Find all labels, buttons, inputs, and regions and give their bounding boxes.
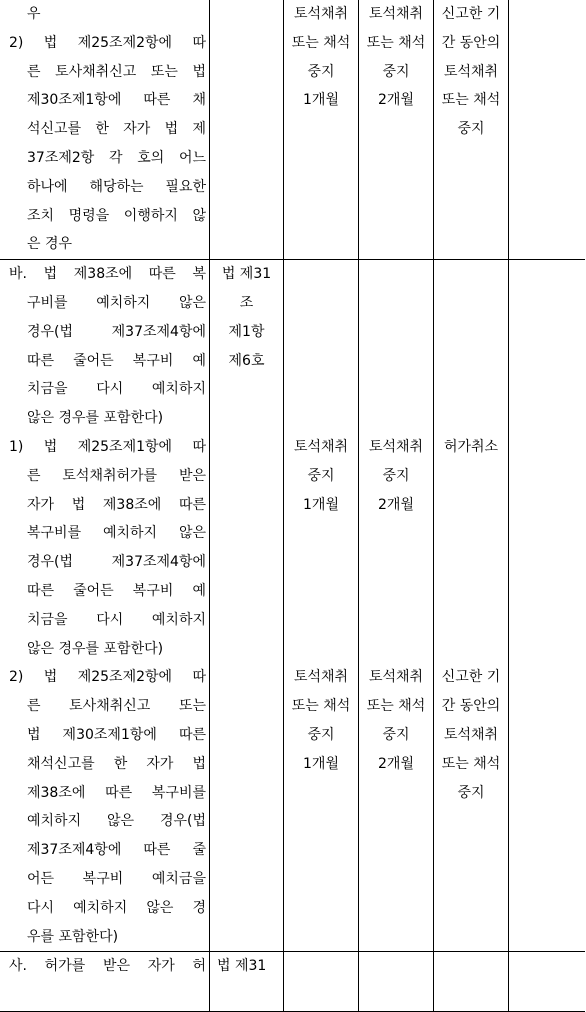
description-line: 치금을 다시 예치하지 — [27, 381, 206, 398]
third-violation-cell — [434, 0, 509, 260]
penalty-line: 토석채취 — [443, 63, 499, 80]
description-line: 어든 복구비 예치금을 — [27, 870, 206, 887]
legal-basis-line: 법 제31 — [221, 266, 272, 283]
spacer — [434, 260, 508, 433]
penalty-line: 토석채취 — [368, 438, 424, 455]
penalty-line: 중지 — [457, 121, 485, 138]
table-row — [0, 952, 585, 1012]
third-violation-cell — [434, 952, 509, 1012]
description-line: 다시 예치하지 않은 경 — [27, 899, 206, 916]
description-line: 1) 법 제25조제1항에 따 — [9, 438, 206, 455]
description-line: 경우(법 제37조제4항에 — [27, 554, 206, 571]
penalty-line: 1개월 — [303, 496, 339, 513]
legal-basis-cell — [210, 952, 284, 1012]
penalty-line: 1개월 — [303, 92, 339, 109]
description-line: 은 경우 — [27, 236, 73, 253]
description-line: 제37조제4항에 따른 줄 — [27, 842, 206, 859]
spacer — [434, 462, 508, 664]
second-violation-cell — [359, 952, 434, 1012]
penalty-line: 중지 — [457, 784, 485, 801]
description-line: 른 토사채취신고 또는 — [27, 698, 206, 715]
violation-description-cell — [0, 260, 210, 952]
legal-basis-line: 제6호 — [228, 352, 265, 369]
table-row — [0, 0, 585, 260]
description-line: 사. 허가를 받은 자가 허 — [9, 958, 206, 975]
description-line: 바. 법 제38조에 따른 복 — [9, 266, 206, 283]
penalty-line: 또는 채석 — [366, 698, 426, 715]
fourth-violation-cell — [509, 0, 586, 260]
penalty-line: 중지 — [307, 467, 335, 484]
spacer — [284, 519, 358, 663]
penalty-line: 1개월 — [303, 755, 339, 772]
description-line: 치금을 다시 예치하지 — [27, 611, 206, 628]
penalty-line: 중지 — [307, 63, 335, 80]
description-line: 석신고를 한 자가 법 제 — [27, 121, 206, 138]
description-line: 제38조에 따른 복구비를 — [27, 784, 206, 801]
description-line: 경우(법 제37조제4항에 — [27, 323, 206, 340]
second-violation-cell — [359, 0, 434, 260]
penalty-line: 중지 — [382, 726, 410, 743]
description-line: 2) 법 제25조제2항에 따 — [9, 669, 206, 686]
description-line: 2) 법 제25조제2항에 따 — [9, 34, 206, 51]
third-violation-cell — [434, 260, 509, 952]
penalty-line: 간 동안의 — [441, 34, 501, 51]
table-row — [0, 260, 585, 952]
penalty-line: 중지 — [382, 63, 410, 80]
penalty-line: 신고한 기 — [441, 669, 501, 686]
description-line: 않은 경우를 포함한다) — [27, 640, 164, 657]
description-line: 우 — [27, 6, 41, 22]
first-violation-cell — [284, 260, 359, 952]
description-line: 복구비를 예치하지 않은 — [27, 525, 206, 542]
description-line: 법 제30조제1항에 따른 — [27, 726, 206, 743]
penalty-line: 토석채취 — [293, 438, 349, 455]
description-line: 채석신고를 한 자가 법 — [27, 755, 206, 772]
legal-basis-cell — [210, 0, 284, 260]
penalty-line: 2개월 — [378, 92, 414, 109]
penalty-line: 또는 채석 — [291, 698, 351, 715]
description-line: 른 토석채취허가를 받은 — [27, 467, 206, 484]
description-line: 37조제2항 각 호의 어느 — [27, 149, 206, 166]
description-line: 하나에 해당하는 필요한 — [27, 178, 206, 195]
legal-basis-line: 조 — [239, 294, 254, 311]
penalty-line: 허가취소 — [443, 438, 499, 455]
description-line: 우를 포함한다) — [27, 928, 119, 945]
description-line: 른 토사채취신고 또는 법 — [27, 63, 206, 80]
penalty-line: 토석채취 — [293, 669, 349, 686]
description-line: 예치하지 않은 경우(법 — [27, 813, 206, 830]
description-line: 구비를 예치하지 않은 — [27, 294, 206, 311]
description-line: 조치 명령을 이행하지 않 — [27, 207, 206, 224]
penalty-line: 또는 채석 — [366, 34, 426, 51]
description-line: 따른 줄어든 복구비 예 — [27, 582, 206, 599]
spacer — [359, 519, 433, 663]
description-line: 않은 경우를 포함한다) — [27, 410, 164, 427]
fourth-violation-cell — [509, 952, 586, 1012]
penalty-line: 토석채취 — [293, 6, 349, 22]
penalty-line: 토석채취 — [443, 726, 499, 743]
penalty-line: 중지 — [307, 726, 335, 743]
legal-basis-line: 제1항 — [228, 323, 265, 340]
legal-basis-line: 법 제31 — [217, 958, 267, 975]
first-violation-cell — [284, 952, 359, 1012]
description-line: 따른 줄어든 복구비 예 — [27, 352, 206, 369]
penalty-line: 중지 — [382, 467, 410, 484]
spacer — [359, 260, 433, 433]
penalty-line: 2개월 — [378, 755, 414, 772]
penalty-line: 또는 채석 — [441, 755, 501, 772]
description-line: 자가 법 제38조에 따른 — [27, 496, 206, 513]
first-violation-cell — [284, 0, 359, 260]
penalty-line: 2개월 — [378, 496, 414, 513]
violation-description-cell — [0, 0, 210, 260]
second-violation-cell — [359, 260, 434, 952]
penalty-line: 또는 채석 — [291, 34, 351, 51]
spacer — [284, 260, 358, 433]
fourth-violation-cell — [509, 260, 586, 952]
penalty-line: 토석채취 — [368, 669, 424, 686]
penalty-line: 또는 채석 — [441, 92, 501, 109]
penalty-line: 토석채취 — [368, 6, 424, 22]
description-line: 제30조제1항에 따른 채 — [27, 92, 206, 109]
legal-basis-cell — [210, 260, 284, 952]
violation-description-cell — [0, 952, 210, 1012]
penalty-line: 신고한 기 — [441, 6, 501, 22]
penalty-line: 간 동안의 — [441, 698, 501, 715]
